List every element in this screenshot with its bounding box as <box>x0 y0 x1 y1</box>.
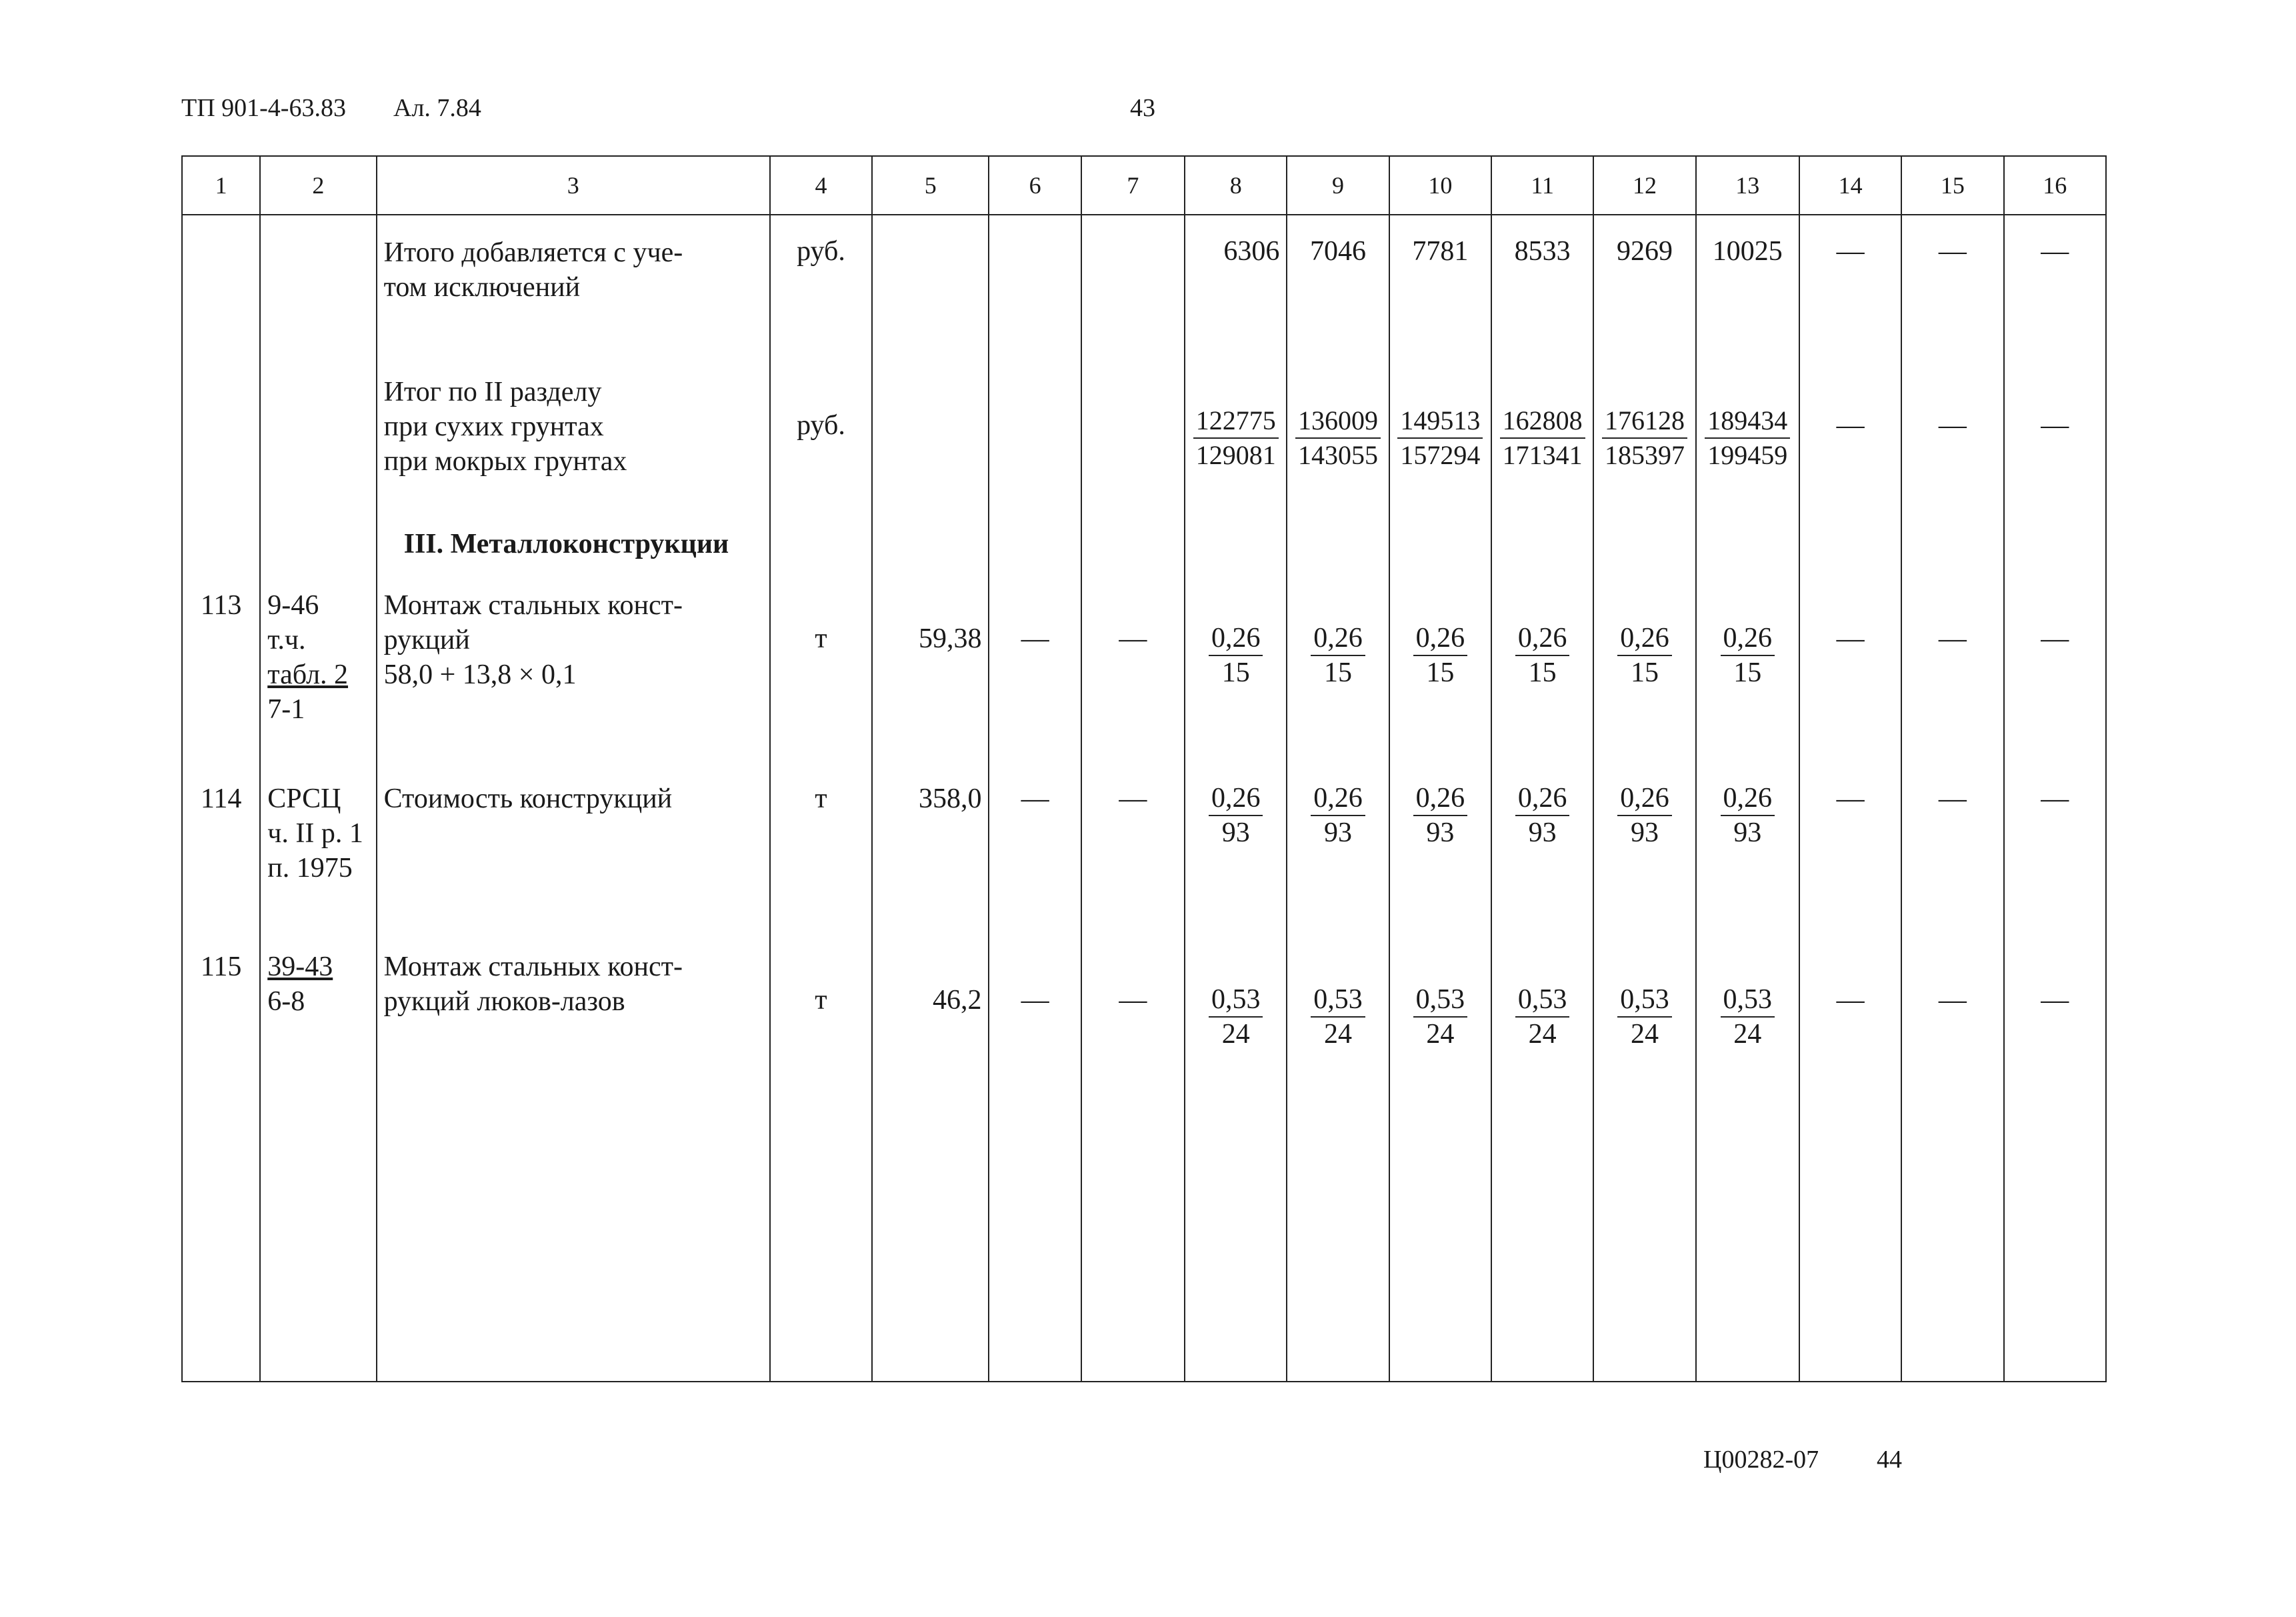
row-description: Монтаж стальных конст- рукций 58,0 + 13,8 × 0,1 <box>377 581 770 781</box>
row-description: Итого добавляется с уче- том исключений <box>377 215 770 375</box>
col-header-1: 1 <box>182 156 260 215</box>
dash-cell: — <box>989 781 1081 950</box>
section-row <box>182 528 2106 581</box>
dash-cell: — <box>1081 581 1185 781</box>
row-description: Стоимость конструкций <box>377 781 770 950</box>
table-row <box>182 215 2106 375</box>
col-header-5: 5 <box>872 156 989 215</box>
col-header-12: 12 <box>1593 156 1695 215</box>
row-number: 115 <box>182 950 260 1150</box>
fraction: $\frac{0,26}{15}$ <box>1617 621 1672 689</box>
unit-cell: т <box>770 950 872 1150</box>
fraction: $\frac{0,26}{93}$ <box>1617 781 1672 850</box>
quantity-cell: 46,2 <box>872 950 989 1150</box>
value-cell <box>1389 950 1491 1150</box>
fraction: $\frac{0,26}{15}$ <box>1311 621 1365 689</box>
value-cell <box>1593 581 1695 781</box>
value-cell: 10025 <box>1696 215 1799 375</box>
value-cell: 7781 <box>1389 215 1491 375</box>
fraction: $\frac{0,53}{24}$ <box>1515 983 1570 1051</box>
table-row <box>182 781 2106 950</box>
dash-cell: — <box>2004 950 2106 1150</box>
dash-cell: — <box>1799 215 1901 375</box>
fraction: $\frac{0,53}{24}$ <box>1413 983 1468 1051</box>
dash-cell: — <box>2004 375 2106 528</box>
section-title: III. Металлоконструкции <box>377 528 770 581</box>
norm-code: 9-46 т.ч. табл. 2 7-1 <box>260 581 376 781</box>
value-cell <box>1696 950 1799 1150</box>
value-cell <box>1593 950 1695 1150</box>
table-filler-row <box>182 1150 2106 1382</box>
col-header-4: 4 <box>770 156 872 215</box>
value-cell <box>1185 950 1287 1150</box>
dash-cell: — <box>989 581 1081 781</box>
dash-cell: — <box>1901 581 2003 781</box>
dash-cell: — <box>2004 781 2106 950</box>
album-number: Ал. 7.84 <box>393 94 481 122</box>
unit-cell: т <box>770 781 872 950</box>
quantity-cell: 358,0 <box>872 781 989 950</box>
value-cell <box>1696 581 1799 781</box>
dash-cell: — <box>1901 215 2003 375</box>
col-header-6: 6 <box>989 156 1081 215</box>
value-cell: 9269 <box>1593 215 1695 375</box>
document-code: ТП 901-4-63.83 <box>181 94 346 122</box>
fraction: $\frac{0,26}{15}$ <box>1515 621 1570 689</box>
fraction: $\frac{0,26}{15}$ <box>1209 621 1263 689</box>
fraction: $\frac{0,26}{93}$ <box>1311 781 1365 850</box>
value-cell <box>1185 581 1287 781</box>
value-cell <box>1287 950 1389 1150</box>
col-header-8: 8 <box>1185 156 1287 215</box>
dash-cell: — <box>1901 950 2003 1150</box>
value-cell <box>1389 581 1491 781</box>
norm-code: 39-43 6-8 <box>260 950 376 1150</box>
value-cell <box>1389 781 1491 950</box>
fraction: $\frac{136009}{143055}$ <box>1295 404 1381 472</box>
fraction: $\frac{0,53}{24}$ <box>1721 983 1775 1051</box>
fraction: $\frac{176128}{185397}$ <box>1602 404 1687 472</box>
fraction: $\frac{0,26}{93}$ <box>1413 781 1468 850</box>
dash-cell: — <box>989 950 1081 1150</box>
unit-cell: т <box>770 581 872 781</box>
dash-cell: — <box>1901 375 2003 528</box>
value-cell <box>1696 781 1799 950</box>
dash-cell: — <box>1081 781 1185 950</box>
col-header-10: 10 <box>1389 156 1491 215</box>
page-number: 43 <box>1130 94 1155 122</box>
value-cell <box>1185 375 1287 528</box>
value-cell <box>1389 375 1491 528</box>
unit-cell: руб. <box>770 215 872 375</box>
fraction: $\frac{149513}{157294}$ <box>1397 404 1483 472</box>
dash-cell: — <box>1081 950 1185 1150</box>
fraction: $\frac{0,26}{93}$ <box>1209 781 1263 850</box>
value-cell <box>1593 375 1695 528</box>
quantity-cell: 59,38 <box>872 581 989 781</box>
value-cell: 8533 <box>1491 215 1593 375</box>
col-header-9: 9 <box>1287 156 1389 215</box>
fraction: $\frac{0,26}{15}$ <box>1413 621 1468 689</box>
fraction: $\frac{0,53}{24}$ <box>1209 983 1263 1051</box>
value-cell <box>1593 781 1695 950</box>
fraction: $\frac{162808}{171341}$ <box>1500 404 1585 472</box>
fraction: $\frac{189434}{199459}$ <box>1705 404 1790 472</box>
table-row <box>182 581 2106 781</box>
dash-cell: — <box>2004 581 2106 781</box>
col-header-7: 7 <box>1081 156 1185 215</box>
dash-cell: — <box>1799 581 1901 781</box>
col-header-13: 13 <box>1696 156 1799 215</box>
dash-cell: — <box>1799 375 1901 528</box>
dash-cell: — <box>1799 950 1901 1150</box>
col-header-11: 11 <box>1491 156 1593 215</box>
dash-cell: — <box>1901 781 2003 950</box>
fraction: $\frac{0,53}{24}$ <box>1311 983 1365 1051</box>
fraction: $\frac{0,26}{93}$ <box>1721 781 1775 850</box>
fraction: $\frac{0,26}{93}$ <box>1515 781 1570 850</box>
row-number: 114 <box>182 781 260 950</box>
col-header-15: 15 <box>1901 156 2003 215</box>
value-cell <box>1491 375 1593 528</box>
table-row <box>182 375 2106 528</box>
footer-code: Ц00282-07 <box>1703 1446 1819 1474</box>
fraction: $\frac{0,26}{15}$ <box>1721 621 1775 689</box>
value-cell <box>1491 581 1593 781</box>
value-cell <box>1287 375 1389 528</box>
unit-cell: руб. <box>770 375 872 528</box>
column-number-row <box>182 156 2106 215</box>
col-header-3: 3 <box>377 156 770 215</box>
estimate-table <box>181 155 2107 1382</box>
value-cell <box>1185 781 1287 950</box>
dash-cell: — <box>1799 781 1901 950</box>
value-cell <box>1491 950 1593 1150</box>
footer-sheet-number: 44 <box>1877 1446 1902 1474</box>
row-description: Итог по II разделу при сухих грунтах при мокрых грунтах <box>377 375 770 528</box>
table-row <box>182 950 2106 1150</box>
col-header-14: 14 <box>1799 156 1901 215</box>
value-cell <box>1287 581 1389 781</box>
norm-code: СРСЦ ч. II р. 1 п. 1975 <box>260 781 376 950</box>
fraction: $\frac{122775}{129081}$ <box>1193 404 1279 472</box>
col-header-2: 2 <box>260 156 376 215</box>
dash-cell: — <box>2004 215 2106 375</box>
value-cell <box>1287 781 1389 950</box>
row-description: Монтаж стальных конст- рукций люков-лазов <box>377 950 770 1150</box>
value-cell <box>1696 375 1799 528</box>
fraction: $\frac{0,53}{24}$ <box>1617 983 1672 1051</box>
row-number: 113 <box>182 581 260 781</box>
col-header-16: 16 <box>2004 156 2106 215</box>
value-cell <box>1491 781 1593 950</box>
value-cell: 6306 <box>1185 215 1287 375</box>
value-cell: 7046 <box>1287 215 1389 375</box>
